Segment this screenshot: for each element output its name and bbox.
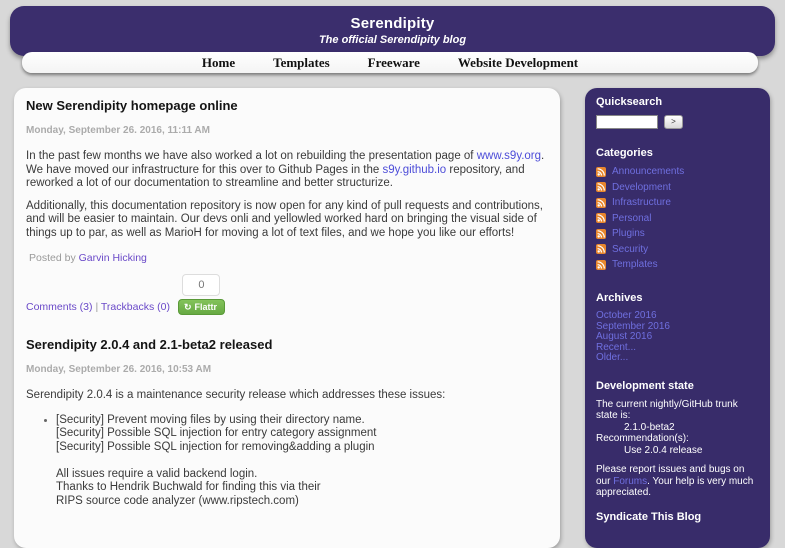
search-submit-button[interactable]: > [664, 115, 683, 129]
site-title: Serendipity [350, 15, 435, 32]
post-paragraph: Serendipity 2.0.4 is a maintenance security release which addresses these issues: [26, 389, 446, 401]
nav-item-freeware[interactable]: Freeware [367, 54, 420, 70]
rss-icon [596, 167, 606, 177]
archive-link-august-2016[interactable]: August 2016 [596, 331, 653, 342]
rss-icon [596, 198, 606, 208]
blog-post [26, 337, 548, 508]
post-date: Monday, September 26. 2016, 11:11 AM [26, 125, 210, 136]
nav-item-templates[interactable]: Templates [273, 54, 330, 70]
forums-link[interactable]: Forums [613, 475, 648, 487]
archive-link-october-2016[interactable]: October 2016 [596, 310, 657, 321]
post-footer-links [26, 301, 170, 313]
category-link[interactable]: Security [612, 243, 649, 255]
release-note-line: All issues require a valid backend login. [56, 467, 258, 480]
development-state-heading: Development state [596, 379, 694, 392]
flattr-icon: ↻ [183, 301, 192, 312]
link-separator: | [95, 301, 99, 313]
main-nav [22, 52, 758, 73]
category-item-announcements[interactable] [596, 166, 759, 177]
flattr-button[interactable] [178, 299, 225, 315]
rss-icon [596, 229, 606, 239]
flattr-count: 0 [182, 274, 220, 296]
categories-heading: Categories [596, 147, 653, 159]
release-note-line: Thanks to Hendrik Buchwald for finding this via their [56, 481, 321, 493]
archives-section [596, 292, 759, 364]
category-link[interactable]: Development [612, 181, 671, 193]
post-paragraph [26, 150, 548, 191]
release-note-line: [Security] Possible SQL injection for removing&adding a plugin [56, 440, 375, 453]
development-state-section [596, 380, 759, 499]
sidebar [585, 88, 770, 548]
post-title: New Serendipity homepage online [26, 98, 238, 113]
syndicate-section [596, 511, 759, 523]
quicksearch-form [596, 115, 759, 129]
post-paragraph: Additionally, this documentation repository is now open for any kind of pull requests and contributions, and will be easier to maintain. Our devs onli and yellowled worked hard on bringing the visual side of things up to par, as well as MarioH for moving a lot of text files, and we hope you like our efforts! [26, 199, 543, 239]
archives-heading: Archives [596, 292, 643, 304]
report-bugs-note [596, 464, 759, 499]
trackbacks-link[interactable]: Trackbacks (0) [100, 301, 170, 313]
trunk-state-label: The current nightly/GitHub trunk state is: [596, 398, 738, 421]
quicksearch-heading: Quicksearch [596, 96, 663, 108]
link-s9y-org[interactable]: www.s9y.org [476, 150, 542, 162]
category-link[interactable]: Announcements [612, 166, 685, 177]
rss-icon [596, 213, 606, 223]
archive-link-recent[interactable]: Recent... [596, 341, 637, 353]
site-header [10, 6, 775, 56]
release-note-line: • [Security] Prevent moving files by using their directory name. [56, 413, 365, 426]
category-item-personal[interactable] [596, 213, 759, 224]
search-input[interactable] [596, 115, 658, 129]
main-content [14, 88, 560, 548]
category-item-plugins[interactable] [596, 228, 759, 239]
flattr-button-label: Flattr [194, 302, 217, 312]
comments-link[interactable]: Comments (3) [26, 301, 93, 313]
recommendation-label: Recommendation(s): [596, 433, 689, 444]
syndicate-heading: Syndicate This Blog [596, 510, 702, 523]
paragraph-text: repository, and reworked a lot of our documentation to streamline and better structurize. [26, 163, 525, 189]
rss-icon [596, 182, 606, 192]
archives-list [596, 311, 759, 364]
site-subtitle: The official Serendipity blog [318, 34, 467, 46]
blog-post [26, 98, 548, 315]
category-link[interactable]: Infrastructure [612, 197, 671, 208]
development-state-text [596, 399, 759, 457]
category-link[interactable]: Templates [612, 259, 658, 270]
nav-item-website-development[interactable]: Website Development [457, 54, 579, 70]
archive-link-older[interactable]: Older... [596, 352, 629, 363]
release-note-line [56, 454, 548, 468]
category-item-templates[interactable] [596, 259, 759, 270]
link-s9y-github-io[interactable]: s9y.github.io [382, 163, 447, 176]
post-date: Monday, September 26. 2016, 10:53 AM [26, 364, 212, 375]
category-item-security[interactable] [596, 244, 759, 255]
archive-link-september-2016[interactable]: September 2016 [596, 320, 670, 332]
categories-section [596, 147, 759, 270]
paragraph-text: . We have moved our infrastructure for this over to Github Pages in the [26, 150, 545, 176]
category-link[interactable]: Plugins [612, 228, 645, 239]
paragraph-text: In the past few months we have also worked a lot on rebuilding the presentation page of [26, 150, 477, 162]
post-title: Serendipity 2.0.4 and 2.1-beta2 released [26, 337, 273, 352]
post-footer [26, 274, 548, 315]
rss-icon [596, 244, 606, 254]
posted-by-label: Posted by [29, 252, 76, 264]
category-link[interactable]: Personal [612, 212, 652, 224]
release-notes-list [56, 414, 548, 509]
release-note-line: RIPS source code analyzer (www.ripstech.com) [56, 494, 299, 507]
category-item-development[interactable] [596, 182, 759, 193]
flattr-widget [178, 274, 225, 315]
list-item [56, 414, 548, 509]
trunk-state-value: 2.1.0-beta2 [624, 421, 675, 433]
nav-item-home[interactable]: Home [201, 54, 236, 70]
category-item-infrastructure[interactable] [596, 197, 759, 208]
recommendation-value: Use 2.0.4 release [624, 444, 703, 456]
note-text: . Your help is very much appreciated. [596, 475, 754, 498]
post-byline [26, 252, 548, 264]
categories-list [596, 166, 759, 270]
release-note-line: [Security] Possible SQL injection for entry category assignment [56, 427, 377, 439]
note-text: Please report issues and bugs on our [596, 464, 745, 487]
rss-icon [596, 260, 606, 270]
author-link[interactable]: Garvin Hicking [78, 252, 147, 264]
